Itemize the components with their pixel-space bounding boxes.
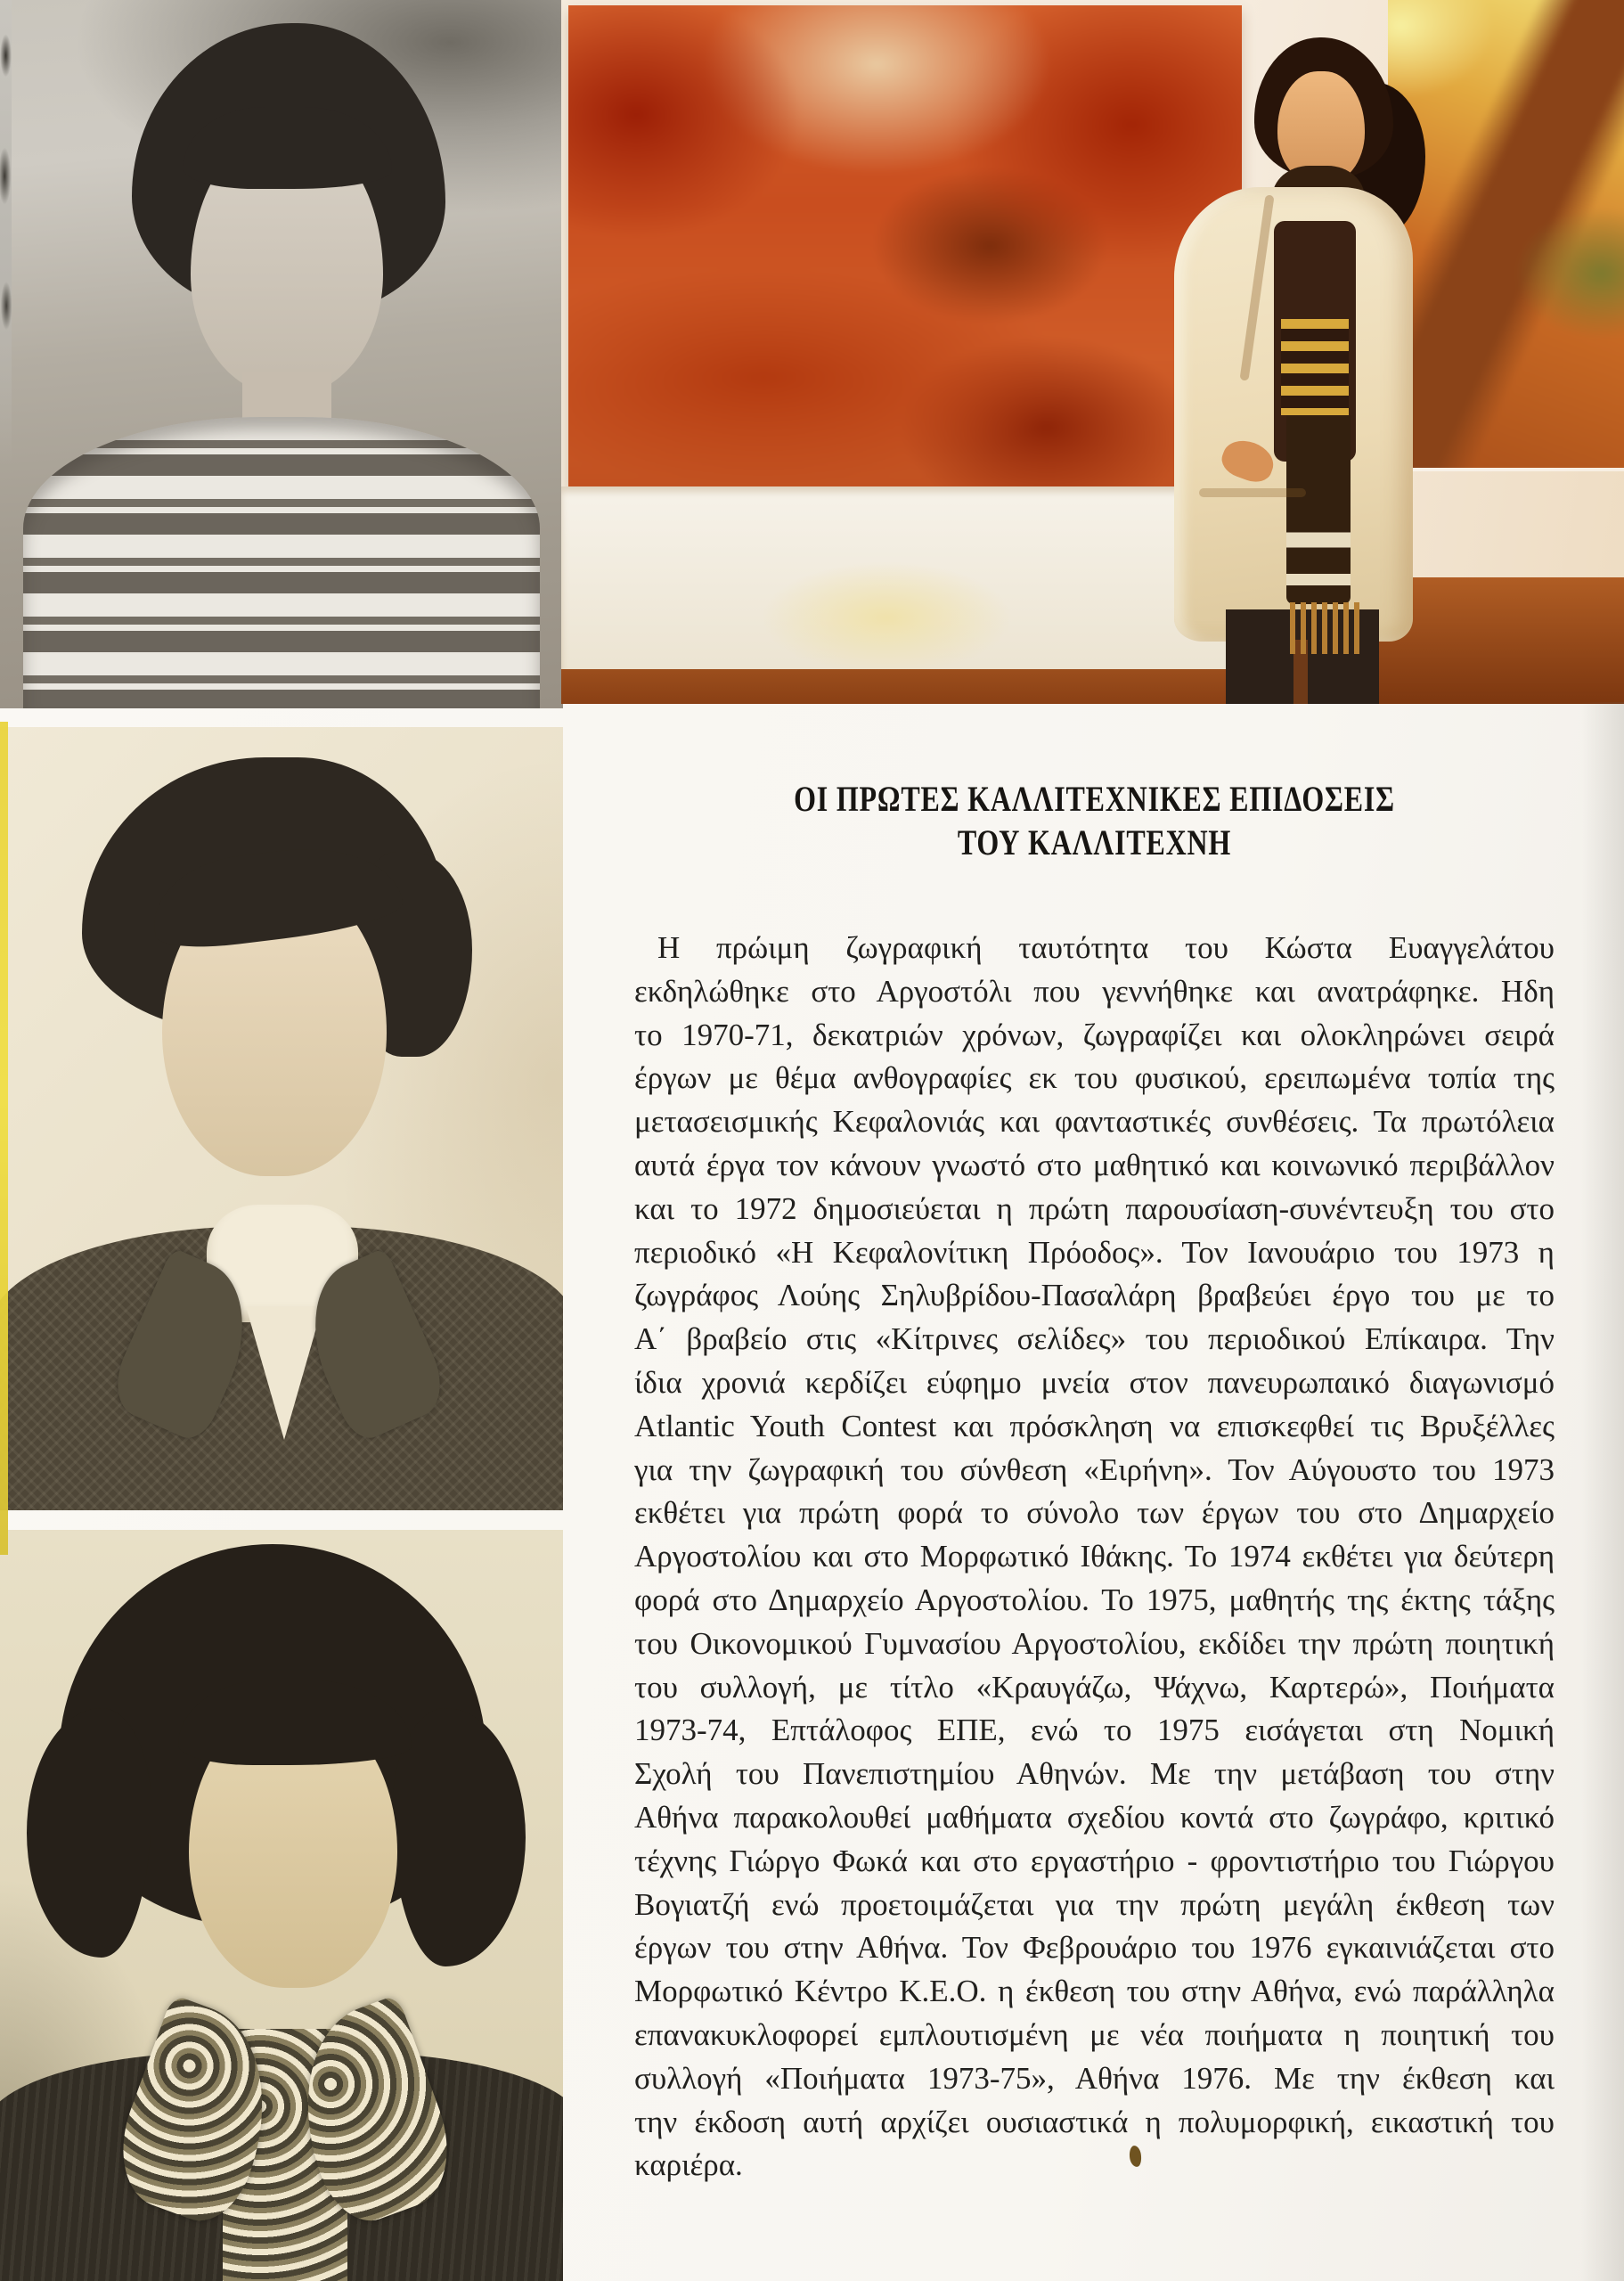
body-line: ζωγράφος Λούης Σηλυβρίδου-Πασαλάρη βραβεύει έργο του με το [634, 1278, 1555, 1313]
body-line: φορά στο Δημαρχείο Αργοστολίου. Το 1975, μαθητής της έκτης τάξης [634, 1582, 1555, 1617]
artist-figure [1096, 25, 1479, 704]
scarf-striped-section [1281, 319, 1349, 415]
body-line: 1973-74, Επτάλοφος ΕΠΕ, ενώ το 1975 εισάγεται στη Νομική [634, 1713, 1555, 1748]
photo-color-gallery [561, 0, 1624, 704]
scan-edge-artifact-yellow [0, 722, 8, 1555]
body-line: έργων του στην Αθήνα. Τον Φεβρουάριο του 1976 εγκαινιάζεται στο [634, 1930, 1555, 1966]
hair-side-left [27, 1708, 151, 1958]
scarf-tail [1286, 415, 1351, 604]
body-line: Μορφωτικό Κέντρο Κ.Ε.Ο. η έκθεση του στην Αθήνα, ενώ παράλληλα [634, 1974, 1555, 2009]
striped-sweater-shape [23, 417, 540, 708]
body-line: Α΄ βραβείο στις «Κίτρινες σελίδες» του περιοδικού Επίκαιρα. Την [634, 1321, 1555, 1357]
body-line: αυτά έργα τον κάνουν γνωστό στο μαθητικό και κοινωνικό περιβάλλον [634, 1147, 1555, 1182]
scarf-fringe [1290, 602, 1359, 654]
body-line: Αθήνα παρακολουθεί μαθήματα σχεδίου κοντά στο ζωγράφο, κριτικό [634, 1799, 1555, 1835]
photo-sepia-long-hair [0, 1530, 563, 2281]
body-line: καριέρα. [634, 2147, 743, 2183]
section-heading [726, 777, 1462, 864]
body-line: εκθέτει για πρώτη φορά το σύνολο των έργων του στο Δημαρχείο [634, 1495, 1555, 1531]
body-line: Αργοστολίου και στο Μορφωτικό Ιθάκης. Το 1974 εκθέτει για δεύτερη [634, 1539, 1555, 1574]
scan-edge-artifact-dark [0, 0, 12, 463]
body-line: εκδηλώθηκε στο Αργοστόλι που γεννήθηκε και ανατράφηκε. Ηδη [634, 973, 1555, 1009]
body-line: την έκδοση αυτή αρχίζει ουσιαστικά η πολυμορφική, εικαστική του [634, 2104, 1555, 2139]
body-line: για την ζωγραφική του σύνθεση «Ειρήνη». Τον Αύγουστο του 1973 [634, 1451, 1555, 1487]
body-line: Η πρώιμη ζωγραφική ταυτότητα του Κώστα Ευαγγελάτου [657, 930, 1555, 965]
body-line: και το 1972 δημοσιεύεται η πρώτη παρουσίαση-συνέντευξη του στο [634, 1190, 1555, 1226]
blazer-pocket-line [1199, 488, 1306, 497]
body-line: του συλλογή, με τίτλο «Κραυγάζω, Ψάχνω, Καρτερώ», Ποιήματα [634, 1669, 1555, 1705]
body-line: περιοδικό «Η Κεφαλονίτικη Πρόοδος». Τον Ιανουάριο του 1973 η [634, 1234, 1555, 1270]
photo-bw-striped-shirt [0, 0, 563, 708]
body-line: του Οικονομικού Γυμνασίου Αργοστολίου, εκδίδει την πρώτη ποιητική [634, 1625, 1555, 1661]
body-line: Atlantic Youth Contest και πρόσκληση να επισκεφθεί τις Βρυξέλλες [634, 1408, 1555, 1443]
heading-line-2: ΤΟΥ ΚΑΛΛΙΤΕΧΝΗ [957, 822, 1232, 863]
page-edge-shading [1581, 702, 1624, 2281]
body-line: τέχνης Γιώργο Φωκά και στο εργαστήριο - φροντιστήριο του Γιώργου [634, 1843, 1555, 1878]
body-line: Βογιατζή ενώ προετοιμάζεται για την πρώτη μεγάλη έκθεση των [634, 1886, 1555, 1922]
body-line: έργων με θέμα ανθογραφίες εκ του φυσικού, ερειπωμένα τοπία της [634, 1060, 1555, 1096]
body-line: συλλογή «Ποιήματα 1973-75», Αθήνα 1976. Με την έκθεση και [634, 2060, 1555, 2096]
body-line: το 1970-71, δεκατριών χρόνων, ζωγραφίζει και ολοκληρώνει σειρά [634, 1017, 1555, 1052]
body-line: μετασεισμικής Κεφαλονιάς και φανταστικές συνθέσεις. Τα πρωτόλεια [634, 1104, 1555, 1140]
hair-side-right [392, 1708, 526, 1966]
body-line: Σχολή του Πανεπιστημίου Αθηνών. Με την μετάβαση του στην [634, 1756, 1555, 1792]
body-line: επανακυκλοφορεί εμπλουτισμένη με νέα ποιήματα η ποιητική του [634, 2016, 1555, 2052]
photo-sepia-turtleneck [0, 727, 563, 1510]
body-line: ίδια χρονιά κερδίζει εύφημο μνεία στον πανευρωπαικό διαγωνισμό [634, 1364, 1555, 1400]
heading-line-1: ΟΙ ΠΡΩΤΕΣ ΚΑΛΛΙΤΕΧΝΙΚΕΣ ΕΠΙΔΟΣΕΙΣ [794, 779, 1395, 819]
article-body [634, 927, 1555, 2187]
